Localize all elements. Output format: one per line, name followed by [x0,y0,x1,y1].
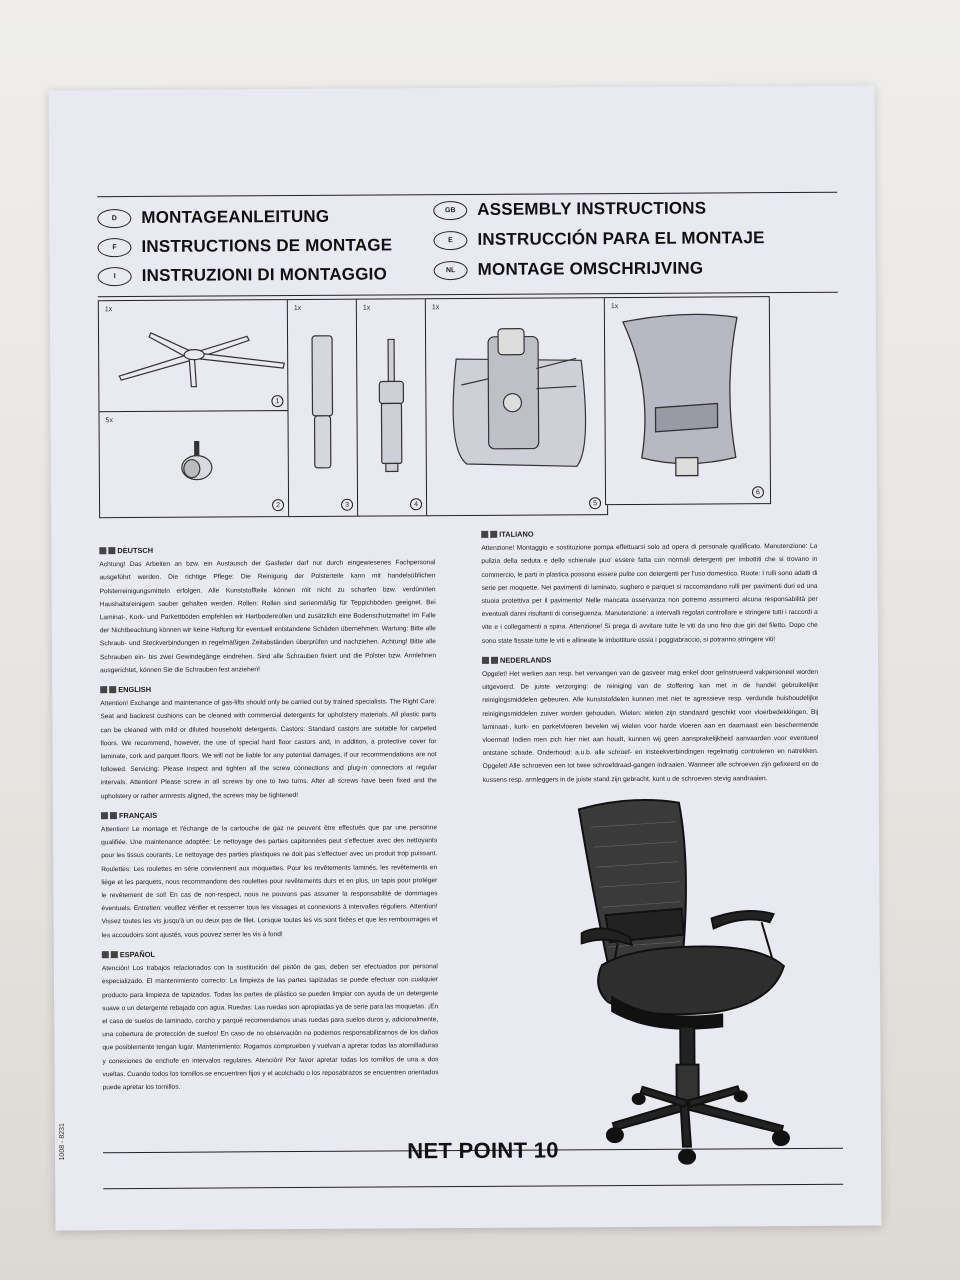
parts-list [98,296,799,516]
section-heading [102,946,438,961]
part-number: 4 [410,498,422,510]
section-body: Achtung! Das Arbeiten an bzw. ein Austausch der Gasfeder darf nur durch eingewiesenes Fachpersonal ausgeführt werden. Die richtige Pflege: Die Reinigung der Polsterteile kann mit handelsüblichen Polsterreinigungsmitteln erfolgen. Alle Kunststoffteile können mit nicht zu scharfen bzw. verdünnten Haushaltsreinigern sauber gehalten werden. Rollen: Rollen sind serienmäßig für Teppichböden geeignet. Bei Laminat-, Kork- und Parkettböden empfehlen wir Hartbodenrollen und zusätzlich eine Bodenschutzmatte! Im Falle der Nichtbeachtung können wir keine Haftung für eventuell entstandene Schäden übernehmen. Wartung: Bitte alle Schraub- und Steckverbindungen in regelmäßigen Zeitabständen überprüfen und nachziehen. Achtung! Bitte alle Schrauben ein- bis zwei Gewindegänge eindrehen. Sind alle Schrauben fixiert und die Polster bzw. Armlehnen ausgerichtet, können Sie die Schrauben fest anziehen! [99,559,437,675]
gas-lift-icon [357,299,428,515]
section-heading [481,526,817,541]
sheet-content [58,106,844,1210]
part-column-cover [287,299,360,517]
heading-text: ITALIANO [499,529,534,539]
part-qty: 1x [104,306,113,314]
lang-badge: I [98,267,132,286]
lang-title-fr [97,233,392,259]
lang-title-gb [433,197,706,223]
part-number: 2 [272,499,284,511]
part-seat [425,297,608,516]
lang-title-es [433,226,764,252]
section-heading [99,542,435,557]
section-body: Opgelet! Het werken aan resp. het vervangen van de gasveer mag enkel door geïnstrueerd vakpersoneel worden uitgevoerd. De juiste verzorging: de reiniging van de stoffering kan met in de handel gebruikelijke reinigingsmiddelen gebeuren. Alle kunststofdelen kunnen met niet te agressieve resp. verdunde huishoudelijke reinigingsmiddelen zuiver worden gehouden. Wielen: wielen zijn standaard geschikt voor vloerbedekkingen. Bij laminaat-, kurk- en parketvloeren bevelen wij wielen voor harde vloeren aan en daarnaast een beschermende vloermat! Indien men zich hier niet aan houdt, kunnen wij geen aansprakelijkheid aanvaarden voor eventueel ontstane schade. Onderhoud: a.u.b. alle schroef- en insteekverbindingen regelmatig controleren en natrekken. Opgelet! Alle schroeven een tot twee schroefdraad-gangen indraaien. Wanneer alle schroeven zijn gefixeerd en de kussens resp. armleggers in de juiste stand zijn gebracht, kunt u de schroeven stevig aandraaien. [482,668,819,784]
part-qty: 1x [293,304,302,313]
lang-badge: E [433,230,467,249]
lang-title-text: ASSEMBLY INSTRUCTIONS [477,198,707,219]
section-body: Attention! Exchange and maintenance of gas-lifts should only be carried out by trained specialists. The Right Care: Seat and backrest cushions can be cleaned with commercial detergents for upholstery materials. All plastic parts can be cleaned with mild or diluted household detergents. Castors: Standard castors are suitable for carpeted floors. We recommend, however, the use of special hard floor castors and, in addition, a protective cover for laminate, cork and parquet floors. We will not be liable for any potential damages, if our recommendations are not followed. Servicing: Please inspect and tighten all the screw connections and plug-in connectors at regular intervals. Attention! Please screw in all screws by one to two turns. After all screws have been fixed and the upholstery or rather armrests aligned, the screws may be tightened! [100,698,437,800]
lang-title-text: INSTRUCTIONS DE MONTAGE [141,235,393,256]
castor-icon [99,411,290,517]
instruction-sheet [49,85,882,1230]
lang-title-text: MONTAGE OMSCHRIJVING [477,258,704,279]
heading-text: ENGLISH [118,684,152,695]
part-qty: 1x [431,304,440,312]
part-backrest [604,296,771,505]
seat-mechanism-icon [426,298,607,515]
part-qty: 1x [362,304,371,312]
part-castors [98,410,291,518]
section-francais [101,807,438,942]
section-italiano [481,526,818,648]
lang-badge: GB [433,200,467,219]
lang-title-text: INSTRUZIONI DI MONTAGGIO [141,264,388,285]
heading-text: NEDERLANDS [499,655,552,665]
star-base-icon [99,300,290,413]
section-english [100,681,437,803]
part-number: 6 [752,486,764,498]
heading-text: DEUTSCH [117,545,154,556]
footer-bottom-rule [103,1184,843,1190]
part-gas-lift [356,298,429,516]
section-espanol [102,946,439,1094]
section-heading [100,681,436,696]
language-titles [97,194,838,299]
part-qty: 1x [610,303,619,311]
backrest-icon [605,297,770,504]
lang-title-it [98,262,387,288]
model-name: NET POINT 10 [407,1137,559,1164]
section-heading [482,652,818,667]
section-nederlands [482,652,819,787]
lang-title-text: INSTRUCCIÓN PARA EL MONTAJE [477,228,765,249]
section-body: Attention! Le montage et l'échange de la cartouche de gaz ne peuvent être effectués que par une personne qualifiée. Une maintenance adaptée: Le nettoyage des parties capitonnées peut s'effectuer avec des nettoyants pour les tissus courants. Le nettoyage des parties plastiques ne doit pas s'effectuer avec un produit trop puissant. Roulettes: Les roulettes en série conviennent aux moquettes. Pour les revêtements laminés, les revêtements en liège et les parquets, nous recommandons des roulettes pour revêtements durs et en plus, un tapis pour protéger le revêtement de sol! En cas de non-respect, nous ne pouvons pas assumer la responsabilité de dommages éventuels. Entretien: veuillez vérifier et resserrer tous les vissages et connexions à intervalles réguliers. Attention! Vissez toutes les vis jusqu'à un ou deux pas de filet. Lorsque toutes les vis sont fixées et que les rembourrages et les accoudoirs sont ajustés, vous pouvez serrer les vis à fond! [101,824,438,939]
section-body: Atención! Los trabajos relacionados con la sustitución del pistón de gas, deben ser efectuados por personal especializado. El mantenimiento correcto: La limpieza de las partes tapizadas se puede efectuar con cualquier producto para limpieza de tapizados. Todas las partes de plástico se pueden limpiar con ayuda de un detergente suave o un detergente rebajado con agua. Ruedas: Las ruedas son apropiadas ya de serie para las moquetas. ¡En el caso de suelos de laminado, corcho y parqué recomendamos unas ruedas para suelos duros y, adicionalmente, una cobertura de protección de suelos! En caso de no observación no podemos responsabilizarnos de los daños que posiblemente tengan lugar. Mantenimiento: Rogamos comprueben y vuelvan a apretar todas las atornilladuras y conexiones de enchufe en intervalos regulares. Atención! Por favor apretar todas los tornillos de una a dos vueltas. Cuando todos los tornillos se encuentren fijos y el acolchado o los reposabrazos se encuentren orientados puede apretar los tornillos. [101,963,439,1092]
part-number: 1 [271,395,283,407]
heading-text: FRANÇAIS [118,810,158,820]
lang-title-text: MONTAGEANLEITUNG [141,206,330,227]
lang-badge: D [97,209,131,228]
part-base [98,299,291,414]
lang-title-nl [434,257,704,283]
section-deutsch [99,542,436,677]
part-qty: 5x [105,417,113,425]
part-number: 5 [589,497,601,509]
column-cover-icon [288,300,359,516]
text-column-right [481,520,819,787]
document-code: 1008 - 8231 [58,1123,67,1161]
section-heading [101,807,437,822]
heading-text: ESPAÑOL [119,949,156,960]
section-body: Attenzione! Montaggio e sostituzione pompa effettuarsi solo ad opera di personale qualificato. Manutenzione: La pulizia della seduta e dello schienale puo' essere fatta con normali detergenti per imbottiti che si trovano in commercio, le parti in plastica possono essere pulite con detergenti per l'uso domestico. Ruote: I rulli sono adatti di serie per moquette. Nei pavimenti di laminato, sughero e parquet si raccomandano rulli per pavimenti duri ed una stuoia protettiva per il pavimento! Nelle mancata osservanza non potremo assumerci alcuna responsabilità per eventuali danni risultanti di conseguenza. Manutenzione: a intervalli regolari controllare e stringere tutti i raccordi a vite e i collegamenti a spina. Attenzione! Si prega di avvitare tutte le viti da uno fino due giri del filetto. Dopo che sono state fissate tutte le viti e allineate le imbottiture ossia i poggiabraccio, si potranno stringere viti! [481,543,818,645]
text-column-left [99,536,438,1094]
part-number: 3 [341,499,353,511]
lang-badge: F [97,238,131,257]
lang-badge: NL [434,260,468,279]
office-chair-illustration [561,796,833,1168]
lang-title-de [97,205,329,230]
